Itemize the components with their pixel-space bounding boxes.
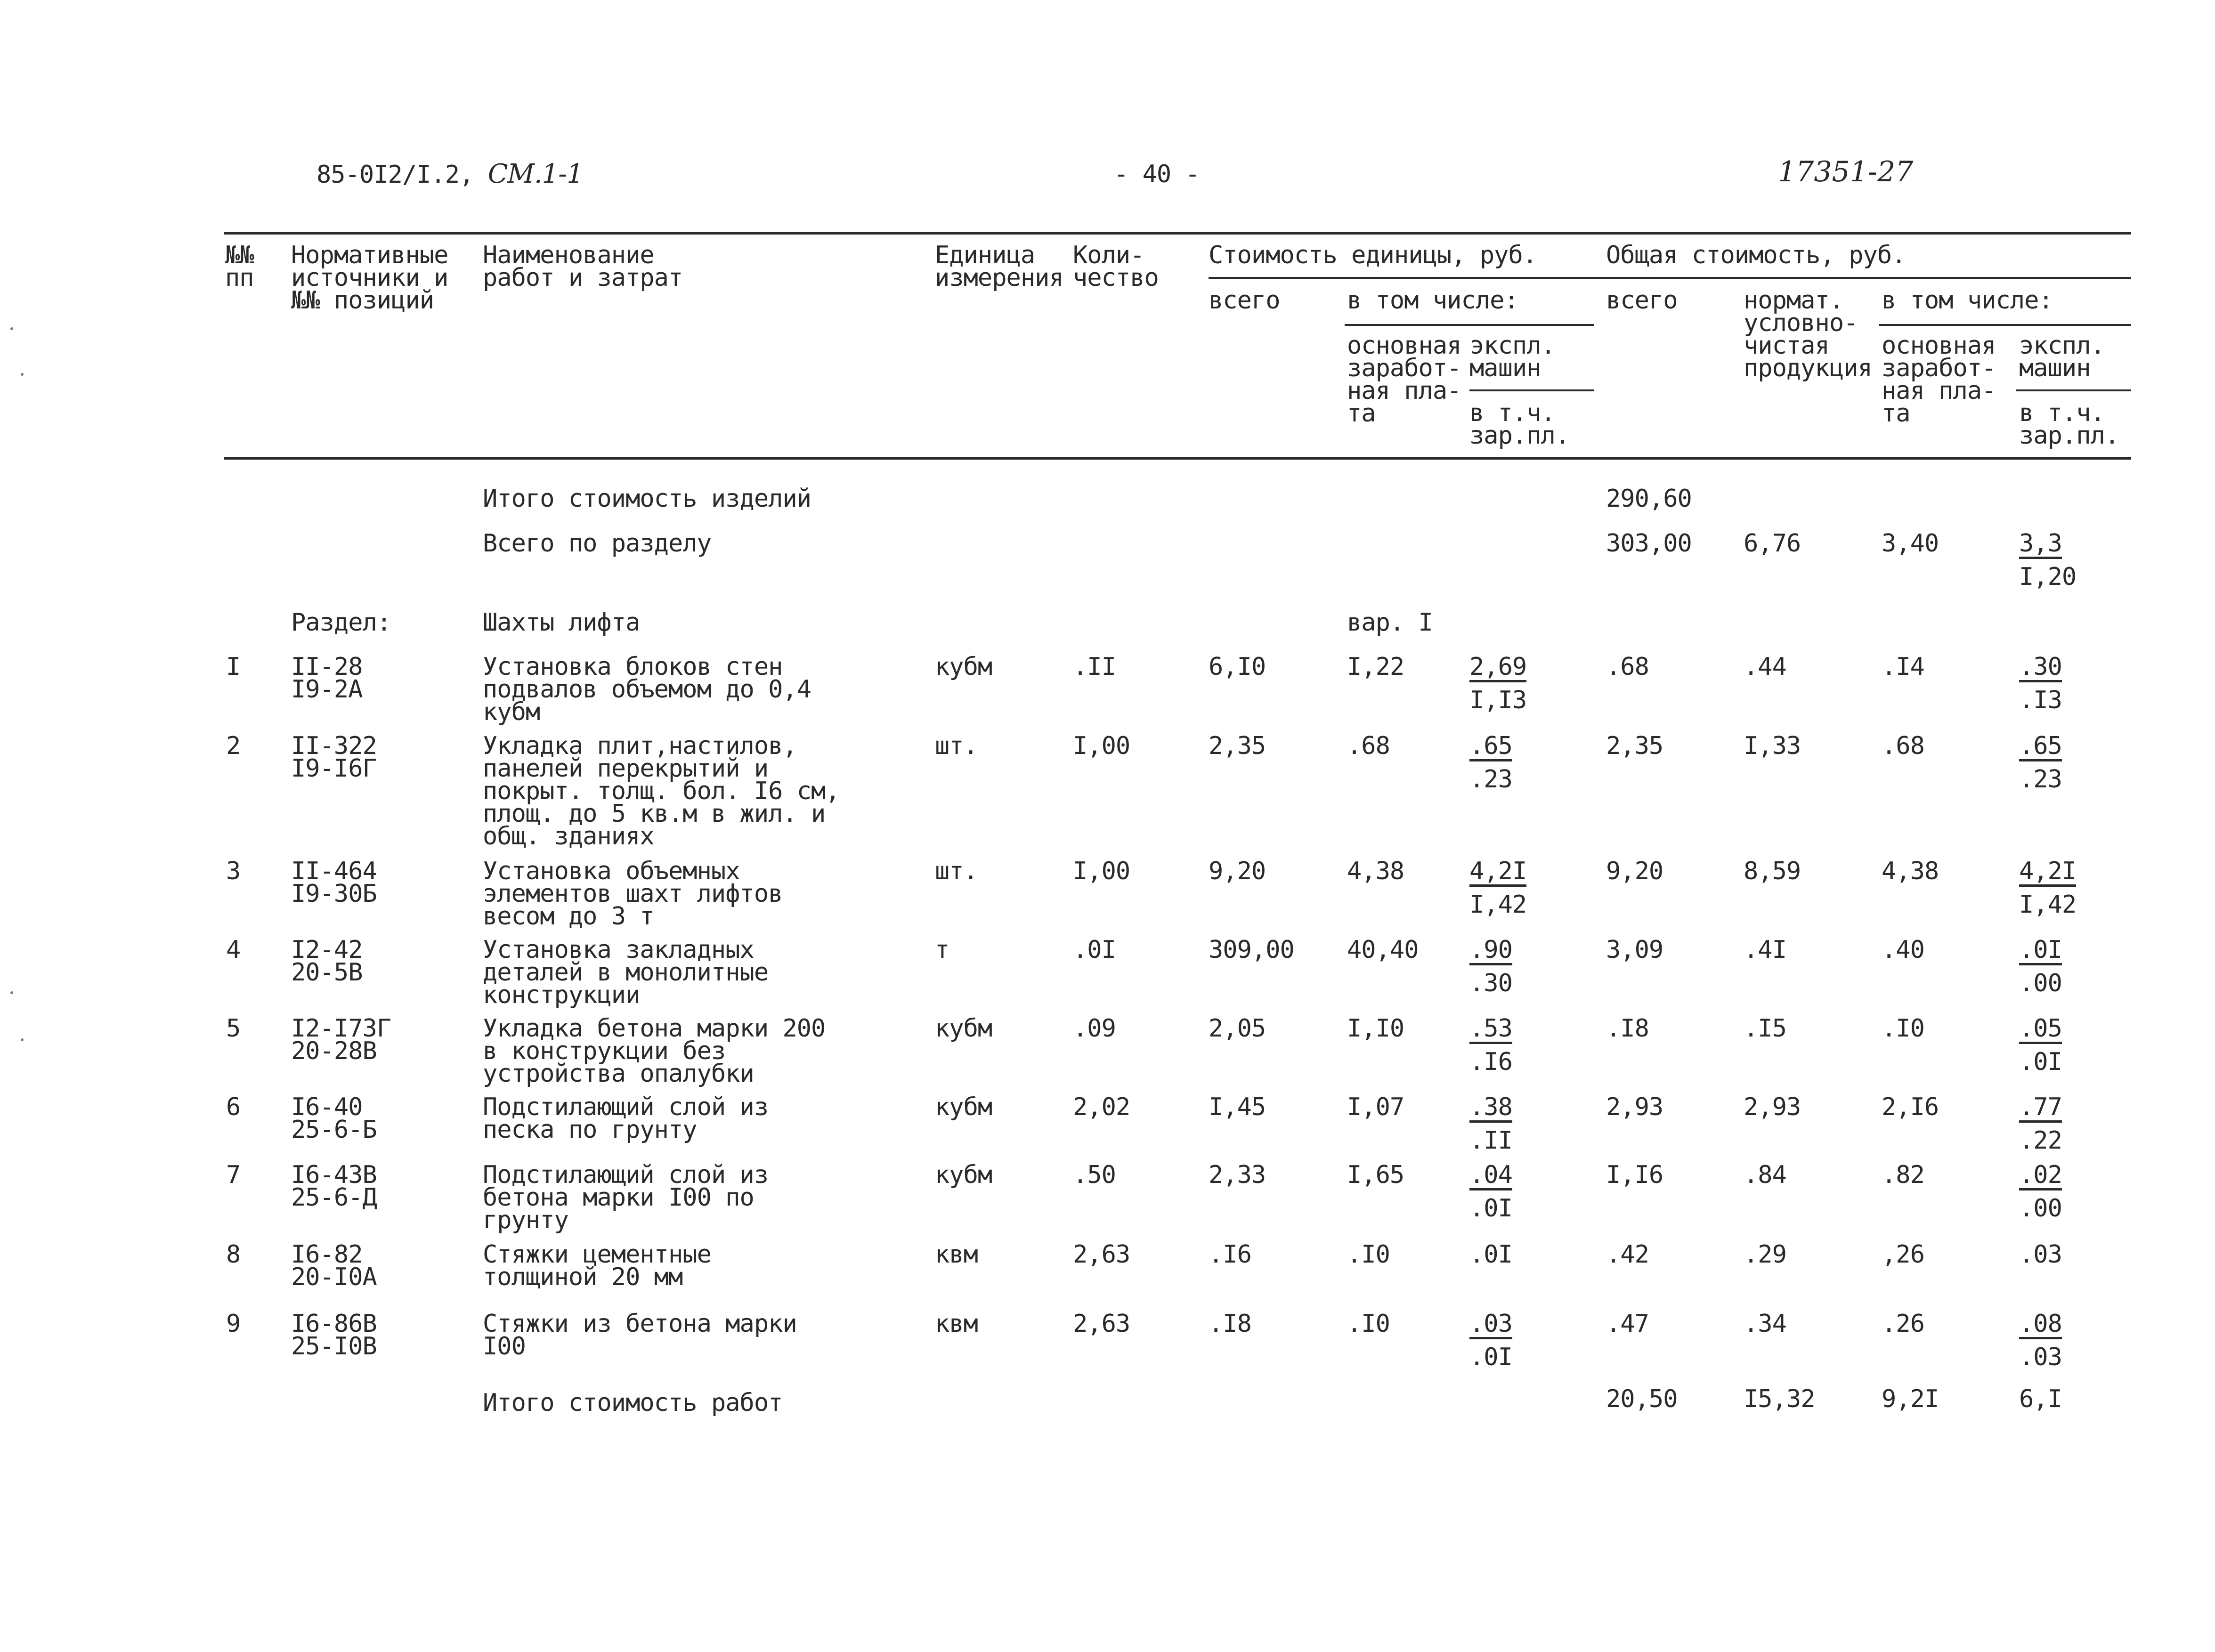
row-total: I,I6 <box>1606 1161 1663 1189</box>
row-unit-zp: I,22 <box>1347 653 1404 681</box>
row-number: 7 <box>226 1161 241 1189</box>
row-total-norm: I,33 <box>1744 732 1801 760</box>
row-unit-mach-value: 2,69 <box>1469 656 1526 682</box>
row-source: I2-42 20-5В <box>291 936 363 987</box>
row-total-mach-value: .77 <box>2019 1096 2062 1123</box>
col-total-incl-header: в том числе: <box>1882 286 2053 315</box>
row-unit-mach-value: .90 <box>1469 939 1512 965</box>
row-total-mach-zp-value: .22 <box>2019 1126 2062 1155</box>
row-unit-mach-value: .03 <box>1469 1312 1512 1339</box>
row-unit-total: 9,20 <box>1209 857 1266 885</box>
row-quantity: 2,63 <box>1073 1240 1130 1269</box>
row-total: .I8 <box>1606 1014 1649 1043</box>
row-total-zp: .I0 <box>1882 1014 1924 1043</box>
row-total: .68 <box>1606 653 1649 681</box>
section-total-value: 303,00 <box>1606 529 1692 558</box>
row-number: 3 <box>226 857 241 885</box>
row-total-mach-value: .05 <box>2019 1017 2062 1044</box>
row-quantity: .0I <box>1073 936 1116 964</box>
row-source: I6-82 20-I0A <box>291 1240 377 1291</box>
page-number: - 40 - <box>1114 160 1200 188</box>
row-total-mach-fraction <box>2019 653 2062 714</box>
row-total-mach-value: 4,2I <box>2019 860 2076 887</box>
row-unit-mach-fraction <box>1469 1014 1512 1076</box>
row-unit-mach-zp-value: .I6 <box>1469 1048 1512 1076</box>
row-total-mach-value: .08 <box>2019 1312 2062 1339</box>
section-mach-zp-value: I,20 <box>2019 563 2077 591</box>
row-total-mach-value: .02 <box>2019 1164 2062 1190</box>
row-unit-mach-zp-value: .23 <box>1469 765 1512 794</box>
row-unit-mach-fraction <box>1469 732 1512 794</box>
row-total-zp: ,26 <box>1882 1240 1924 1269</box>
row-name: Подстилающий слой из бетона марки I00 по грунту <box>483 1161 769 1234</box>
row-source: I6-43В 25-6-Д <box>291 1161 377 1212</box>
row-total-mach-fraction <box>2019 1240 2062 1269</box>
row-unit-mach-fraction <box>1469 1240 1512 1269</box>
row-unit: кубм <box>935 1093 992 1121</box>
section-norm-value: 6,76 <box>1744 529 1801 558</box>
row-number: 6 <box>226 1093 241 1121</box>
works-zp-value: 9,2I <box>1882 1385 1939 1413</box>
row-unit-mach-value: .38 <box>1469 1096 1512 1123</box>
row-total-mach-zp-value: I,42 <box>2019 891 2077 919</box>
row-total-zp: 4,38 <box>1882 857 1939 885</box>
row-unit-mach-value: .53 <box>1469 1017 1512 1044</box>
col-qty-header: Коли- чество <box>1073 241 1159 292</box>
row-unit: квм <box>935 1240 978 1269</box>
col-total-cost-header: Общая стоимость, руб. <box>1606 241 1906 269</box>
row-total-norm: .44 <box>1744 653 1786 681</box>
row-unit-mach-fraction <box>1469 936 1512 997</box>
row-unit-zp: I,07 <box>1347 1093 1404 1121</box>
col-total-mach-zp-header: в т.ч. зар.пл. <box>2019 399 2119 450</box>
row-unit-zp: I,I0 <box>1347 1014 1404 1043</box>
row-quantity: 2,63 <box>1073 1310 1130 1338</box>
row-unit-total: 6,I0 <box>1209 653 1266 681</box>
row-total-mach-fraction <box>2019 1093 2062 1155</box>
row-name: Установка объемных элементов шахт лифтов весом до 3 т <box>483 857 783 931</box>
row-unit-mach-fraction <box>1469 1161 1512 1223</box>
row-unit-zp: .I0 <box>1347 1240 1390 1269</box>
row-number: 9 <box>226 1310 241 1338</box>
document-code-handwritten: СМ.1-1 <box>487 159 583 189</box>
row-total: 9,20 <box>1606 857 1663 885</box>
margin-dot <box>21 1038 24 1041</box>
row-unit-mach-fraction <box>1469 1312 1512 1369</box>
row-total-zp: .68 <box>1882 732 1924 760</box>
col-total-norm-header: нормат. условно- чистая продукция <box>1744 286 1872 382</box>
row-total-mach-value: .65 <box>2019 735 2062 761</box>
row-total-mach-zp-value: .03 <box>2019 1343 2062 1371</box>
row-total-mach-zp-value: .00 <box>2019 969 2062 997</box>
header-top-rule <box>224 232 2131 235</box>
row-total-mach-fraction <box>2019 936 2062 997</box>
row-quantity: I,00 <box>1073 732 1130 760</box>
row-total: 2,35 <box>1606 732 1663 760</box>
row-unit-mach-fraction <box>1469 653 1527 714</box>
row-source: I6-86В 25-I0В <box>291 1310 377 1360</box>
row-total-mach-fraction <box>2019 732 2062 794</box>
row-total-zp: .40 <box>1882 936 1924 964</box>
row-unit-total: 2,33 <box>1209 1161 1266 1189</box>
section-total-label: Всего по разделу <box>483 529 711 558</box>
row-total-mach-fraction <box>2019 857 2077 919</box>
row-name: Подстилающий слой из песка по грунту <box>483 1093 769 1144</box>
row-unit-mach-zp-value: I,42 <box>1469 891 1527 919</box>
row-unit-zp: 40,40 <box>1347 936 1419 964</box>
row-unit-total: 309,00 <box>1209 936 1294 964</box>
section-label: Раздел: <box>291 608 391 637</box>
row-name: Стяжки цементные толщиной 20 мм <box>483 1240 711 1291</box>
items-total-value: 290,60 <box>1606 485 1692 513</box>
row-quantity: .50 <box>1073 1161 1116 1189</box>
header-bottom-rule <box>224 457 2131 460</box>
margin-dot <box>21 373 24 376</box>
section-mach-value: 3,3 <box>2019 532 2062 559</box>
row-total-zp: .I4 <box>1882 653 1924 681</box>
row-name: Укладка бетона марки 200 в конструкции без устройства опалубки <box>483 1014 826 1088</box>
row-source: I2-I73Г 20-28В <box>291 1014 391 1065</box>
row-total-norm: .I5 <box>1744 1014 1786 1043</box>
section-variant: вар. I <box>1347 608 1433 637</box>
row-total-mach-value: .0I <box>2019 939 2062 965</box>
unit-cost-sub-rule <box>1345 324 1594 326</box>
row-unit-mach-zp-value: .0I <box>1469 1343 1512 1371</box>
row-total-mach-zp-value: .00 <box>2019 1194 2062 1223</box>
row-total-mach-value: .30 <box>2019 656 2062 682</box>
row-name: Укладка плит,настилов, панелей перекрытий и покрыт. толщ. бол. I6 см, площ. до 5 кв.м в жил. и общ. зданиях <box>483 732 840 850</box>
row-total-mach-zp-value: .I3 <box>2019 686 2062 714</box>
row-quantity: .09 <box>1073 1014 1116 1043</box>
row-number: 5 <box>226 1014 241 1043</box>
row-unit: шт. <box>935 732 978 760</box>
row-name: Установка блоков стен подвалов объемом до 0,4 кубм <box>483 653 811 726</box>
row-number: I <box>226 653 241 681</box>
row-total: .47 <box>1606 1310 1649 1338</box>
total-cost-rule <box>1601 277 2131 279</box>
row-unit-mach-value: .65 <box>1469 735 1512 761</box>
section-zp-value: 3,40 <box>1882 529 1939 558</box>
row-unit-mach-zp-value: .II <box>1469 1126 1512 1155</box>
archive-number: 17351-27 <box>1778 155 1914 188</box>
col-unit-total-header: всего <box>1209 286 1280 315</box>
row-total-norm: 8,59 <box>1744 857 1801 885</box>
row-total-norm: .29 <box>1744 1240 1786 1269</box>
works-total-label: Итого стоимость работ <box>483 1389 783 1417</box>
row-total-mach-value: .03 <box>2019 1240 2062 1269</box>
margin-dot <box>10 991 13 994</box>
row-unit: т <box>935 936 949 964</box>
row-unit-zp: .68 <box>1347 732 1390 760</box>
row-quantity: .II <box>1073 653 1116 681</box>
row-unit-total: I,45 <box>1209 1093 1266 1121</box>
row-unit: шт. <box>935 857 978 885</box>
row-unit-total: .I6 <box>1209 1240 1251 1269</box>
row-total-mach-fraction <box>2019 1312 2062 1369</box>
row-number: 2 <box>226 732 241 760</box>
row-total-zp: 2,I6 <box>1882 1093 1939 1121</box>
row-unit-zp: .I0 <box>1347 1310 1390 1338</box>
total-cost-sub-rule <box>1879 324 2131 326</box>
row-unit-mach-zp-value: I,I3 <box>1469 686 1527 714</box>
row-total: 3,09 <box>1606 936 1663 964</box>
row-unit-zp: 4,38 <box>1347 857 1404 885</box>
unit-mach-rule <box>1469 389 1594 391</box>
row-total-mach-fraction <box>2019 1161 2062 1223</box>
row-total-norm: .4I <box>1744 936 1786 964</box>
row-unit-total: .I8 <box>1209 1310 1251 1338</box>
row-total: 2,93 <box>1606 1093 1663 1121</box>
row-source: I6-40 25-6-Б <box>291 1093 377 1144</box>
col-total-mach-header: экспл. машин <box>2019 332 2105 382</box>
col-total-total-header: всего <box>1606 286 1678 315</box>
row-unit: кубм <box>935 1161 992 1189</box>
works-norm-value: I5,32 <box>1744 1385 1815 1413</box>
works-total-value: 20,50 <box>1606 1385 1678 1413</box>
row-unit-mach-zp-value: .0I <box>1469 1194 1512 1223</box>
row-unit: кубм <box>935 1014 992 1043</box>
col-name-header: Наименование работ и затрат <box>483 241 683 292</box>
section-name: Шахты лифта <box>483 608 640 637</box>
row-name: Установка закладных деталей в монолитные конструкции <box>483 936 769 1009</box>
row-total-zp: .82 <box>1882 1161 1924 1189</box>
col-unit-zp-header: основная заработ- ная пла- та <box>1347 332 1461 428</box>
col-unit-header: Единица измерения <box>935 241 1063 292</box>
row-unit: кубм <box>935 653 992 681</box>
margin-dot <box>10 327 13 330</box>
row-unit-zp: I,65 <box>1347 1161 1404 1189</box>
row-total-norm: .34 <box>1744 1310 1786 1338</box>
col-total-zp-header: основная заработ- ная пла- та <box>1882 332 1996 428</box>
row-unit-mach-value: .0I <box>1469 1240 1512 1269</box>
col-unit-cost-header: Стоимость единицы, руб. <box>1209 241 1537 269</box>
row-total-zp: .26 <box>1882 1310 1924 1338</box>
row-unit-mach-zp-value: .30 <box>1469 969 1512 997</box>
works-mach-value: 6,I <box>2019 1385 2062 1413</box>
row-unit-total: 2,35 <box>1209 732 1266 760</box>
section-mach-fraction <box>2019 529 2077 591</box>
row-unit: квм <box>935 1310 978 1338</box>
row-source: II-322 I9-I6Г <box>291 732 377 783</box>
total-mach-rule <box>2016 389 2131 391</box>
row-unit-mach-value: .04 <box>1469 1164 1512 1190</box>
row-name: Стяжки из бетона марки I00 <box>483 1310 797 1360</box>
row-total-norm: .84 <box>1744 1161 1786 1189</box>
row-total-mach-fraction <box>2019 1014 2062 1076</box>
col-unit-mach-zp-header: в т.ч. зар.пл. <box>1469 399 1570 450</box>
row-number: 4 <box>226 936 241 964</box>
col-source-header: Нормативные источники и №№ позиций <box>291 241 448 315</box>
items-total-label: Итого стоимость изделий <box>483 485 811 513</box>
row-total: .42 <box>1606 1240 1649 1269</box>
row-unit-total: 2,05 <box>1209 1014 1266 1043</box>
row-total-mach-zp-value: .23 <box>2019 765 2062 794</box>
row-source: II-464 I9-30Б <box>291 857 377 908</box>
col-num-header: №№ пп <box>225 241 254 292</box>
col-unit-mach-header: экспл. машин <box>1469 332 1555 382</box>
row-quantity: 2,02 <box>1073 1093 1130 1121</box>
row-unit-mach-value: 4,2I <box>1469 860 1526 887</box>
row-unit-mach-fraction <box>1469 1093 1512 1155</box>
col-unit-incl-header: в том числе: <box>1347 286 1518 315</box>
row-total-mach-zp-value: .0I <box>2019 1048 2062 1076</box>
row-number: 8 <box>226 1240 241 1269</box>
document-code: 85-0I2/I.2, СМ.1-1 <box>316 159 583 189</box>
row-unit-mach-fraction <box>1469 857 1527 919</box>
row-quantity: I,00 <box>1073 857 1130 885</box>
row-total-norm: 2,93 <box>1744 1093 1801 1121</box>
row-source: II-28 I9-2A <box>291 653 363 704</box>
